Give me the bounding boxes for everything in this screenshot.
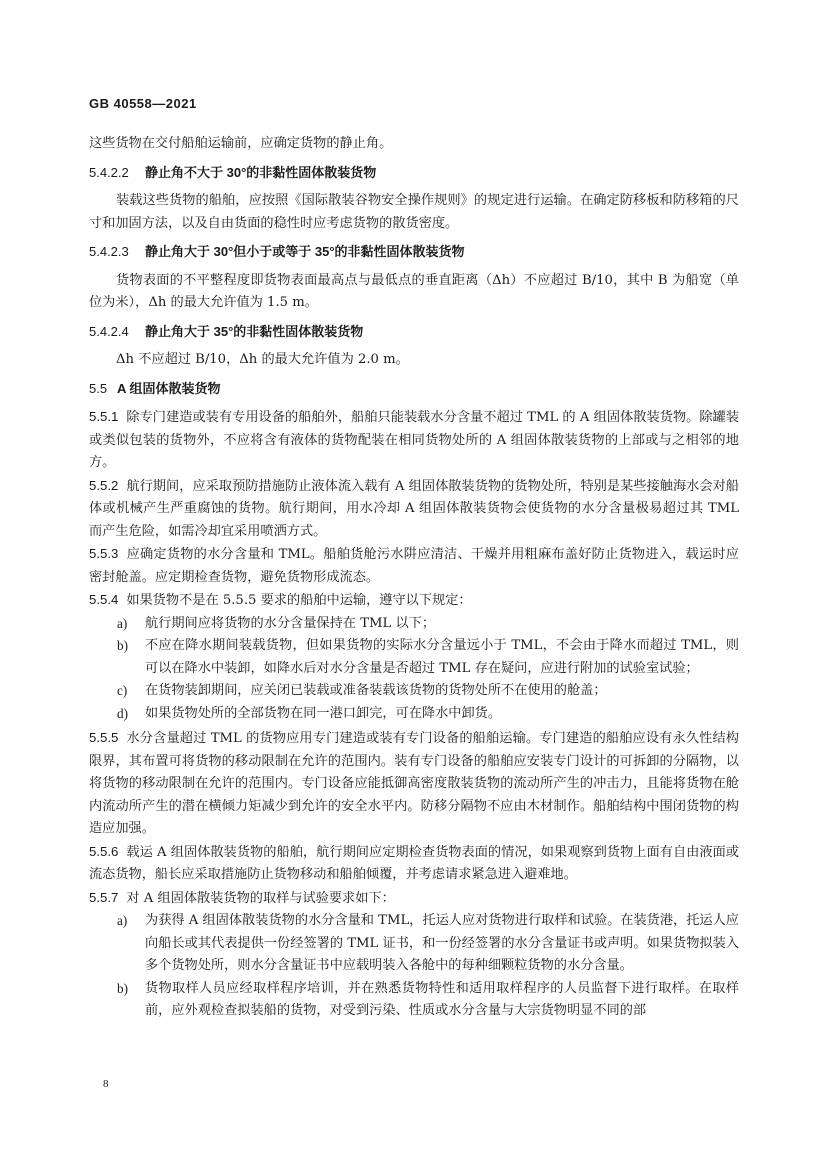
list-marker: b) xyxy=(117,980,128,996)
list-item-text: 为获得 A 组固体散装货物的水分含量和 TML，托运人应对货物进行取样和试验。在装货港，托运人应向船长或其代表提供一份经签署的 TML 证书，和一份经签署的水分含量证书或声明。如果货物拟装入多个货物处所，则水分含量证书中应载明装入各舱中的每种细颗粒货物的水分含量。 xyxy=(145,913,739,973)
clause-5-5-1 xyxy=(89,406,739,475)
section-heading-5-4-2-4 xyxy=(89,321,739,344)
section-body-5-4-2-4: Δh 不应超过 B/10，Δh 的最大允许值为 2.0 m。 xyxy=(116,352,409,367)
list-item xyxy=(89,703,739,726)
section-heading-5-4-2-3 xyxy=(89,241,739,264)
list-item xyxy=(89,680,739,703)
section-title: A 组固体散装货物 xyxy=(117,380,221,396)
clause-text: 应确定货物的水分含量和 TML。船舶货舱污水阱应清洁、干燥并用粗麻布盖好防止货物进入，载运时应密封舱盖。应定期检查货物，避免货物形成流态。 xyxy=(89,547,739,585)
clause-5-5-7-list xyxy=(89,910,739,1023)
list-item-text: 航行期间应将货物的水分含量保持在 TML 以下； xyxy=(145,615,436,631)
section-heading-5-5 xyxy=(89,378,739,401)
clause-number: 5.5.4 xyxy=(89,592,119,607)
clause-number: 5.5.3 xyxy=(89,546,119,561)
section-number: 5.5 xyxy=(89,380,108,396)
clause-5-5-7 xyxy=(89,887,739,911)
clause-text: 除专门建造或装有专用设备的船舶外，船舶只能装载水分含量不超过 TML 的 A 组固体散装货物。除罐装或类似包装的货物外，不应将含有液体的货物配装在相同货物处所的 A 组固体散装货物的上部或与之相邻的地方。 xyxy=(89,410,739,470)
clause-text: 如果货物不是在 5.5.5 要求的船舶中运输，遵守以下规定： xyxy=(126,593,472,608)
section-number: 5.4.2.2 xyxy=(89,164,129,180)
list-marker: a) xyxy=(117,913,128,928)
section-title: 静止角大于 35°的非黏性固体散装货物 xyxy=(145,323,364,339)
clause-5-5-3 xyxy=(89,543,739,589)
clause-text: 载运 A 组固体散装货物的船舶，航行期间应定期检查货物表面的情况，如果观察到货物上面有自由液面或流态货物，船长应采取措施防止货物移动和船舶倾覆，并考虑请求紧急进入避难地。 xyxy=(89,844,739,882)
clause-5-5-6 xyxy=(89,841,739,887)
clause-text: 航行期间，应采取预防措施防止液体流入载有 A 组固体散装货物的货物处所，特别是某些接触海水会对船体或机械产生严重腐蚀的货物。航行期间，用水冷却 A 组固体散装货物会使货物的水分含量极易超过其 TML 而产生危险，如需冷却宜采用喷洒方式。 xyxy=(89,478,739,539)
clause-5-5-2 xyxy=(89,475,739,544)
section-title: 静止角不大于 30°的非黏性固体散装货物 xyxy=(145,164,377,180)
standard-id: GB 40558—2021 xyxy=(89,96,197,111)
list-item xyxy=(89,635,739,680)
clause-5-5-5 xyxy=(89,727,739,841)
section-number: 5.4.2.4 xyxy=(89,323,129,339)
section-body-5-4-2-2: 装载这些货物的船舶，应按照《国际散装谷物安全操作规则》的规定进行运输。在确定防移板和防移箱的尺寸和加固方法，以及自由货面的稳性时应考虑货物的散货密度。 xyxy=(89,193,739,231)
list-marker: a) xyxy=(117,615,128,631)
clause-text: 对 A 组固体散装货物的取样与试验要求如下： xyxy=(126,890,395,906)
document-body xyxy=(89,133,739,1025)
page-number: 8 xyxy=(103,1078,109,1090)
list-item xyxy=(89,613,739,636)
clause-number: 5.5.6 xyxy=(89,843,119,859)
clause-number: 5.5.1 xyxy=(89,409,119,424)
list-item-text: 在货物装卸期间，应关闭已装载或准备装载该货物的货物处所不在使用的舱盖； xyxy=(145,683,607,698)
clause-number: 5.5.7 xyxy=(89,889,119,905)
clause-number: 5.5.2 xyxy=(89,477,119,493)
clause-5-5-4-list xyxy=(89,613,739,726)
clause-5-5-4 xyxy=(89,589,739,613)
list-item-text: 如果货物处所的全部货物在同一港口卸完，可在降水中卸货。 xyxy=(145,705,502,721)
list-marker: b) xyxy=(117,638,128,653)
list-item-text: 不应在降水期间装载货物，但如果货物的实际水分含量远小于 TML，不会由于降水而超过 TML，则可以在降水中装卸，如降水后对水分含量是否超过 TML 存在疑问，应进行附加的试验室试验； xyxy=(145,638,739,676)
clause-text: 水分含量超过 TML 的货物应用专门建造或装有专门设备的船舶运输。专门建造的船舶应设有永久性结构限界，其布置可将货物的移动限制在允许的范围内。装有专门设备的船舶应安装专门设计的可拆卸的分隔物，以将货物的移动限制在允许的范围内。专门设备应能抵御高密度散装货物的流动所产生的冲击力，且能将货物在舱内流动所产生的潜在横倾力矩减少到允许的安全水平内。防移分隔物不应由木材制作。船舶结构中围闭货物的构造应加强。 xyxy=(89,731,739,836)
section-heading-5-4-2-2 xyxy=(89,162,739,185)
list-marker: c) xyxy=(117,683,128,698)
section-number: 5.4.2.3 xyxy=(89,244,129,259)
list-item xyxy=(89,910,739,978)
list-marker: d) xyxy=(117,705,128,721)
intro-paragraph: 这些货物在交付船舶运输前，应确定货物的静止角。 xyxy=(89,136,393,151)
list-item-text: 货物取样人员应经取样程序培训，并在熟悉货物特性和适用取样程序的人员监督下进行取样。在取样前，应外观检查拟装船的货物，对受到污染、性质或水分含量与大宗货物明显不同的部 xyxy=(145,980,739,1018)
section-body-5-4-2-3: 货物表面的不平整程度即货物表面最高点与最低点的垂直距离（Δh）不应超过 B/10，其中 B 为船宽（单位为米），Δh 的最大允许值为 1.5 m。 xyxy=(89,272,739,310)
section-title: 静止角大于 30°但小于或等于 35°的非黏性固体散装货物 xyxy=(145,244,465,259)
list-item xyxy=(89,978,739,1023)
clause-number: 5.5.5 xyxy=(89,730,119,745)
